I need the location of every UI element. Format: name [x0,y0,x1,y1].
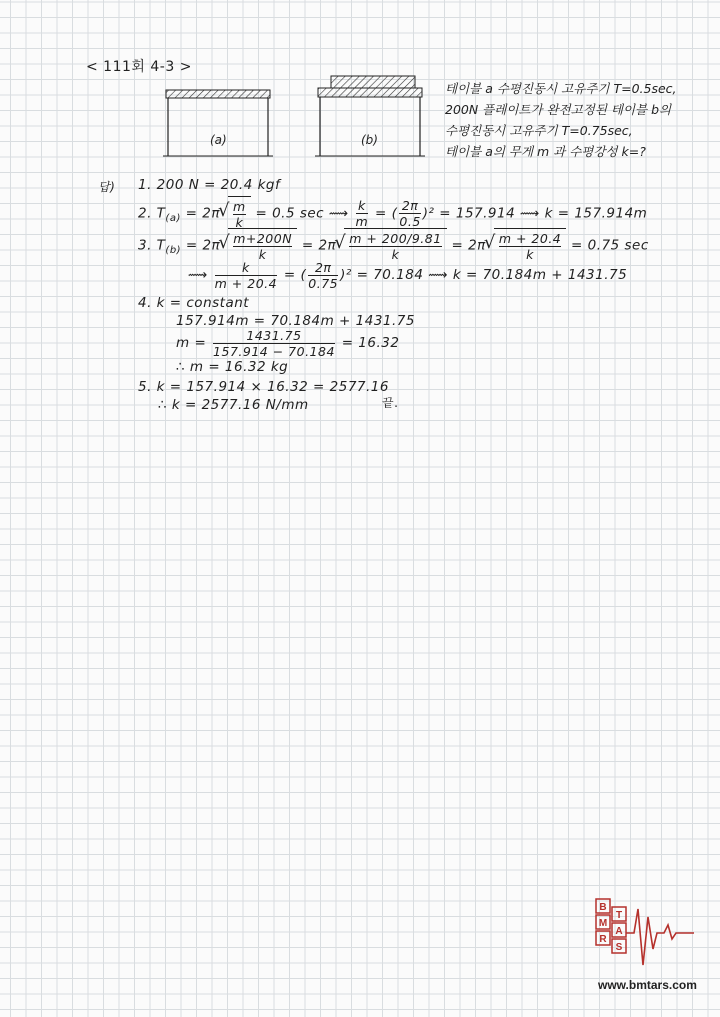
problem-line: 수평진동시 고유주기 T=0.75sec, [445,123,633,138]
step-4-answer: ∴ m = 16.32 kg [176,359,289,375]
logo-letter: T [615,910,623,921]
step-4-equation: 157.914m = 70.184m + 1431.75 [176,313,415,329]
step-5: 5. k = 157.914 × 16.32 = 2577.16 [138,379,389,395]
table-a [163,90,273,156]
logo-url: www.bmtars.com [598,978,697,992]
solution-label: 답) [98,180,116,194]
label-a: (a) [210,133,227,147]
table-diagram [158,72,428,162]
table-b [315,76,425,156]
end-mark: 끝. [382,396,399,410]
bmtars-logo [590,895,700,975]
logo-letter: S [615,942,623,953]
step-2: 2. $T_{(a)} = 2\pi$ √ $\frac{m}{k}$ = 0.5 sec ⟿ $\frac{k}{m}$ = ( $\frac{2\pi}{0.5}$ )² = 157.914 ⟿ k = 157.914m [138,196,647,236]
step-3-result: ⟿ $\frac{k}{m + 20.4}$ = ( $\frac{2\pi}{0.75}$ )² = 70.184 ⟿ k = 70.184m + 1431.75 [188,259,628,291]
logo-letter: M [598,918,608,929]
label-b: (b) [361,133,378,147]
problem-line: 테이블 a 수평진동시 고유주기 T=0.5sec, [445,81,677,96]
logo-letter: A [615,926,623,937]
heartbeat-icon [626,909,694,965]
step-5-answer: ∴ k = 2577.16 N/mm [158,397,309,413]
problem-title: < 111회 4-3 > [86,59,192,75]
step-1: 1. 200 N = 20.4 kgf [138,177,281,193]
logo-letter: B [599,902,607,913]
problem-line: 테이블 a의 무게 m 과 수평강성 k=? [445,144,646,159]
step-3: 3. $T_{(b)} = 2\pi$ √ $\frac{m+200N}{k}$ = 2π √ $\frac{m + 200/9.81}{k}$ = 2π √ $\frac{m + 20.4}{k}$ = 0.75 sec [138,228,649,268]
step-4-solve: m = $\frac{1431.75}{157.914 - 70.184}$ = 16.32 [176,327,400,359]
problem-line: 200N 플레이트가 완전고정된 테이블 b의 [445,102,672,117]
logo-letter: R [599,934,607,945]
step-4: 4. k = constant [138,295,250,311]
